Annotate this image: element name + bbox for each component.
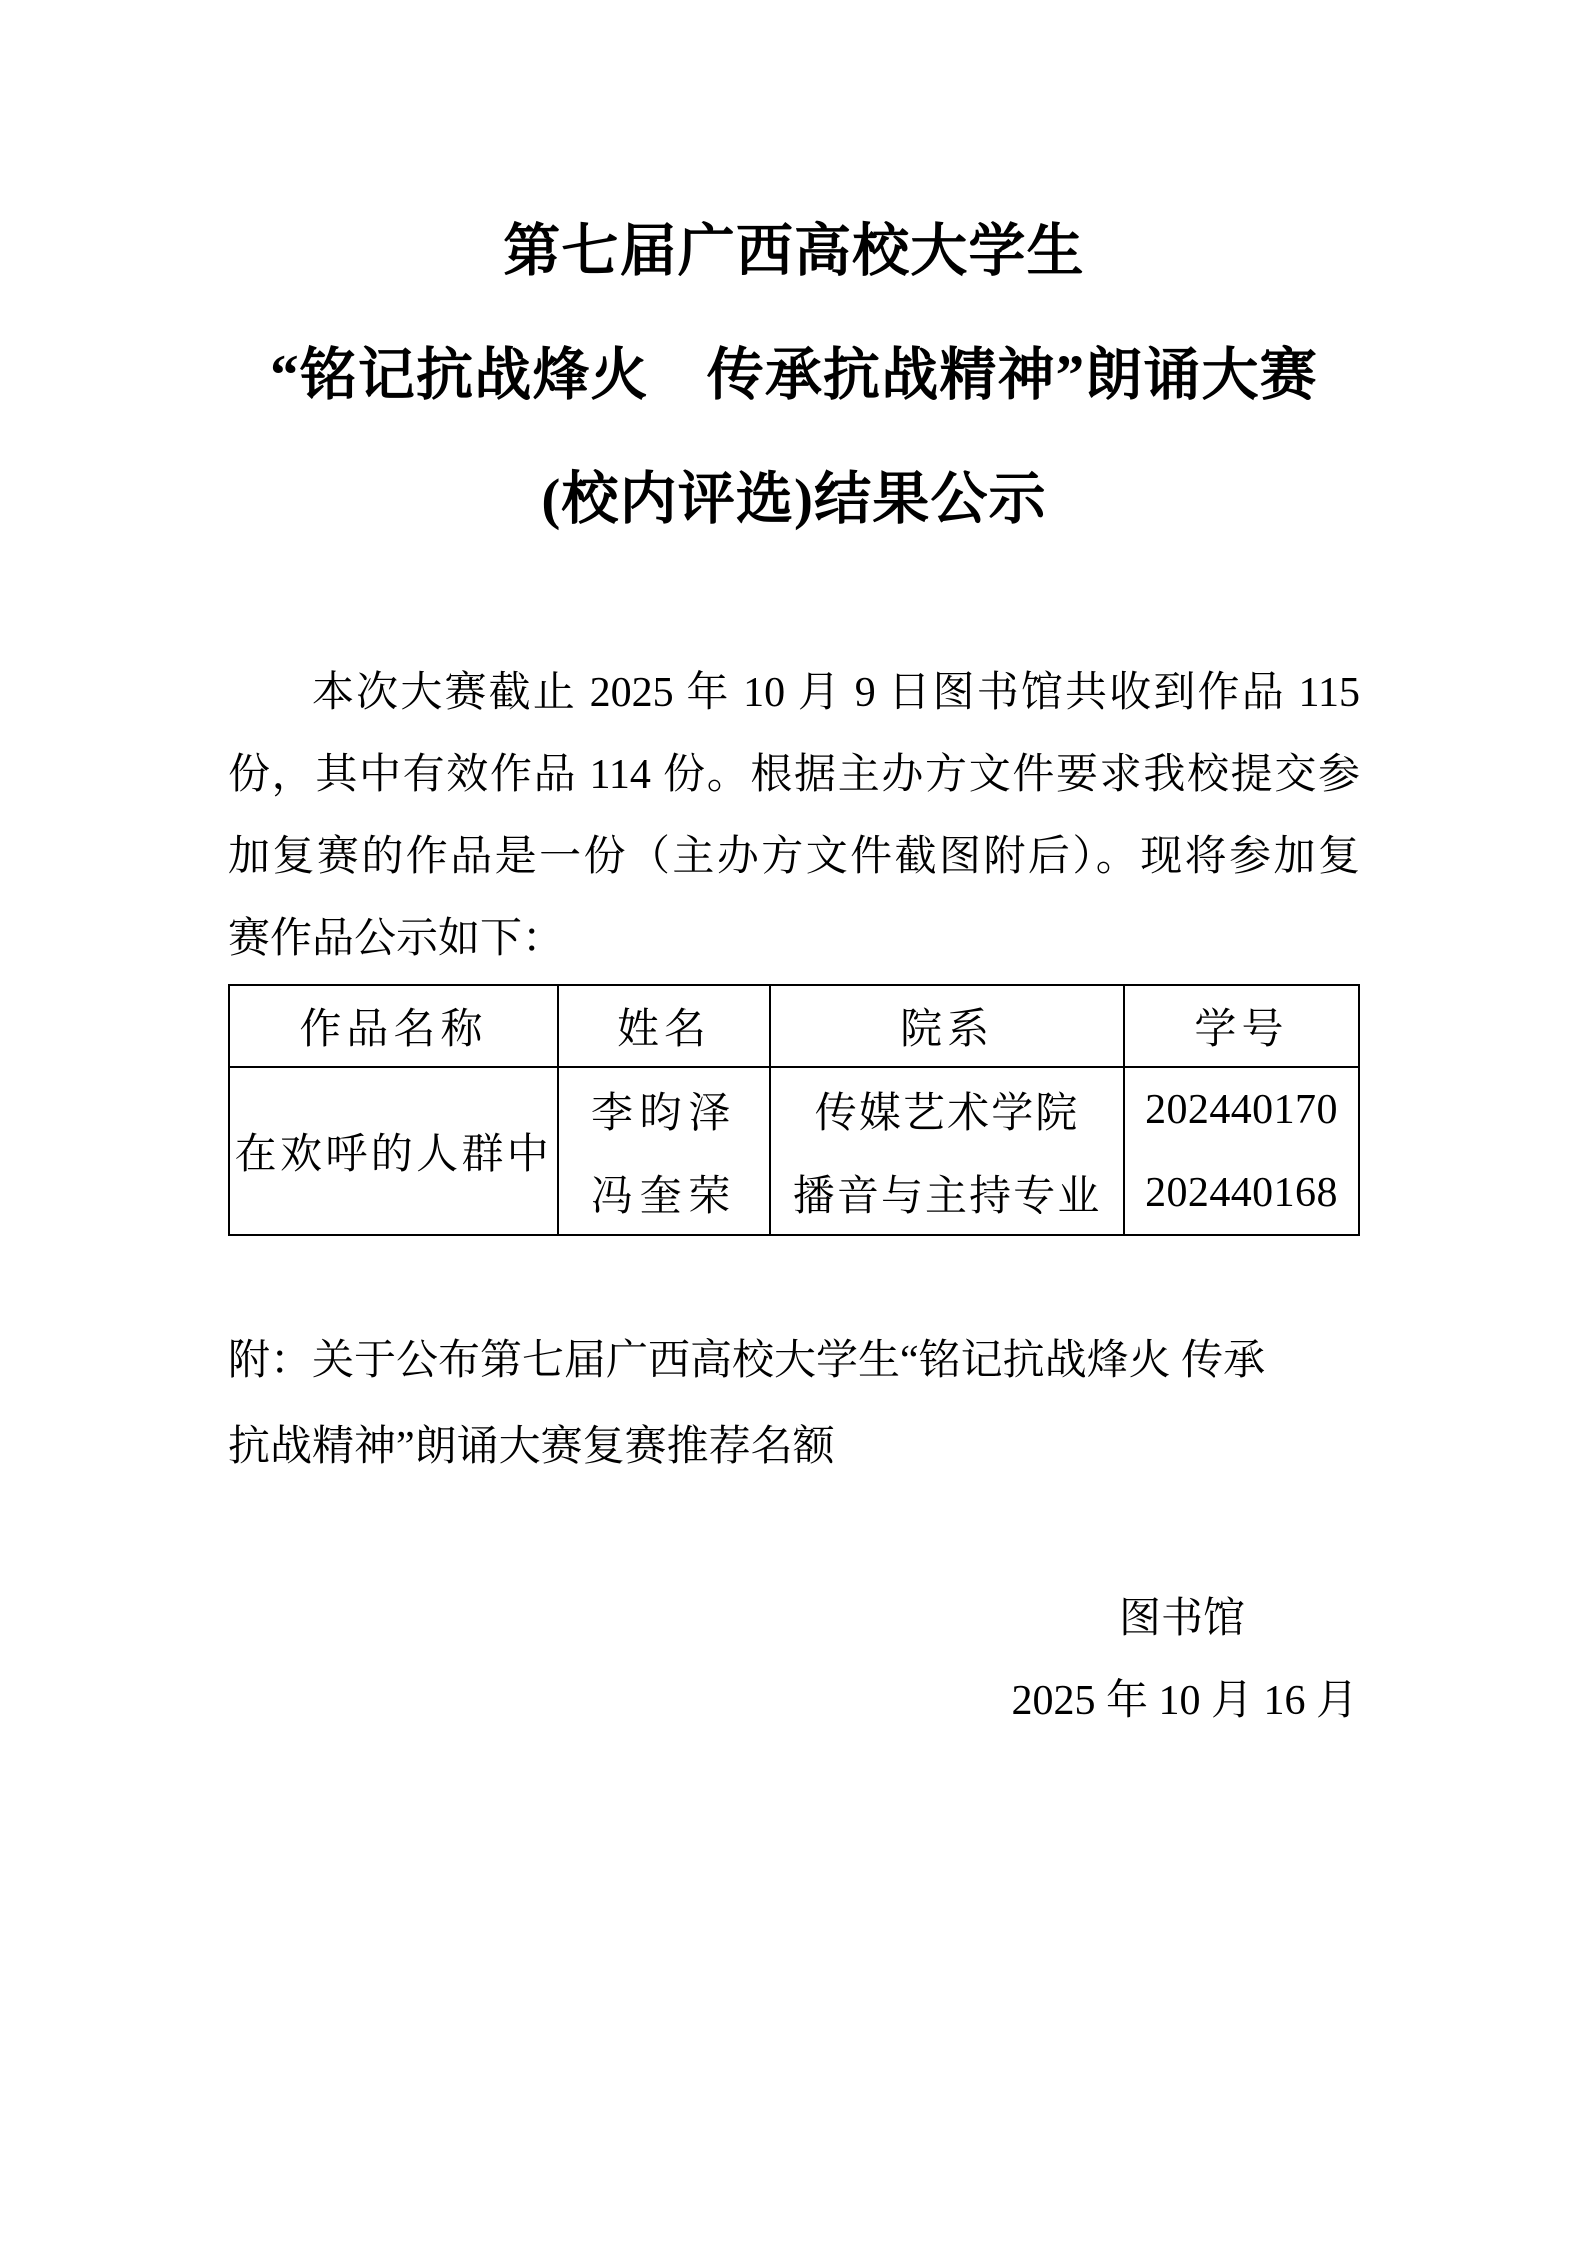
- col-header-work-title: 作品名称: [229, 985, 558, 1067]
- name-2: 冯奎荣: [590, 1173, 738, 1220]
- department-line-1: 传媒艺术学院: [814, 1090, 1080, 1137]
- attachment-line-1: 附：关于公布第七届广西高校大学生“铭记抗战烽火 传承: [228, 1338, 1266, 1384]
- cell-work-title: 在欢呼的人群中: [229, 1067, 558, 1235]
- table-header-row: [229, 985, 1359, 1067]
- attachment-note: [228, 1318, 1360, 1490]
- document-title: [228, 190, 1360, 562]
- title-line-1: 第七届广西高校大学生: [503, 220, 1085, 283]
- body-line-1: 本次大赛截止 2025 年 10 月 9 日图书馆共收到作品 115: [312, 670, 1360, 716]
- cell-department: [770, 1067, 1124, 1235]
- body-line-4: 赛作品公示如下：: [228, 916, 565, 962]
- table-row: [229, 1067, 1359, 1235]
- signature-date: 2025 年 10 月 16 月: [1011, 1678, 1358, 1724]
- title-line-2: “铭记抗战烽火 传承抗战精神”朗诵大赛: [270, 344, 1318, 407]
- body-paragraph: [228, 652, 1360, 980]
- body-line-2: 份，其中有效作品 114 份。根据主办方文件要求我校提交参: [228, 752, 1360, 798]
- signature-organization: 图书馆: [1118, 1596, 1245, 1642]
- cell-student-ids: [1124, 1067, 1359, 1235]
- student-id-2: 202440168: [1145, 1169, 1338, 1216]
- col-header-name: 姓名: [558, 985, 770, 1067]
- student-id-1: 202440170: [1145, 1086, 1338, 1133]
- results-table: [228, 984, 1360, 1236]
- attachment-line-2: 抗战精神”朗诵大赛复赛推荐名额: [228, 1424, 835, 1470]
- name-1: 李昀泽: [590, 1090, 738, 1137]
- col-header-department: 院系: [770, 985, 1124, 1067]
- title-line-3: (校内评选)结果公示: [541, 468, 1047, 531]
- body-line-3: 加复赛的作品是一份（主办方文件截图附后）。现将参加复: [228, 834, 1360, 880]
- col-header-student-id: 学号: [1124, 985, 1359, 1067]
- department-line-2: 播音与主持专业: [792, 1173, 1102, 1220]
- cell-names: [558, 1067, 770, 1235]
- signature-block: [228, 1578, 1360, 1742]
